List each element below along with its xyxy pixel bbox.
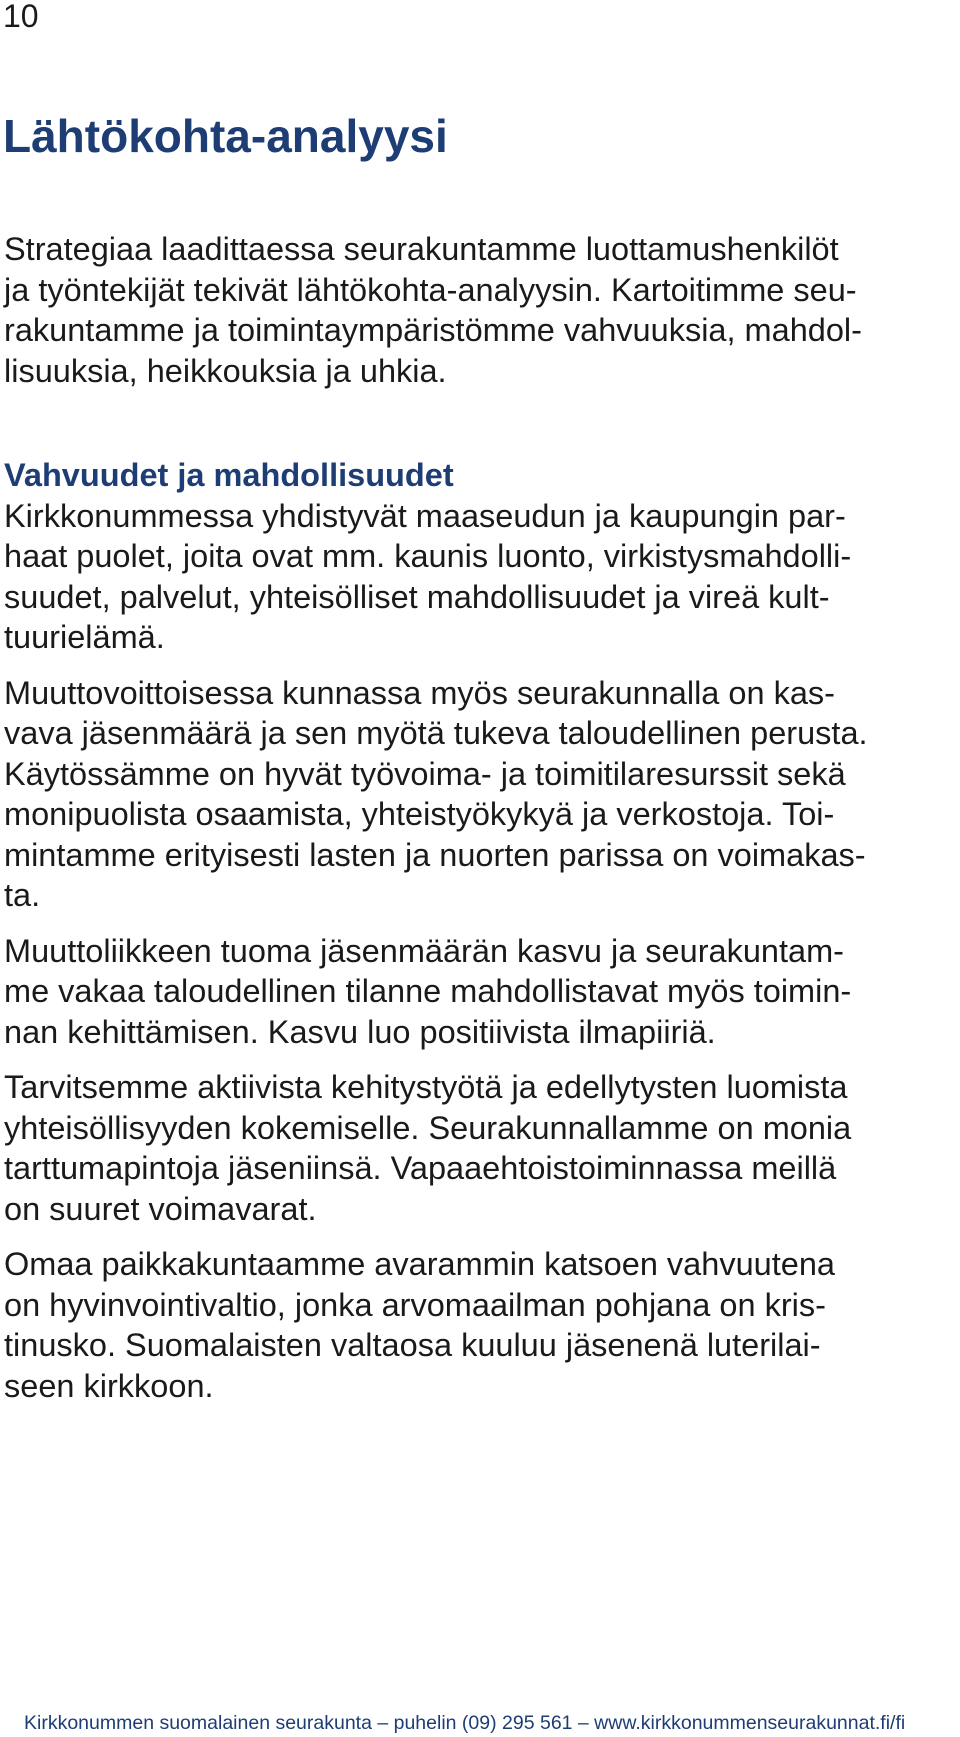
document-body: [4, 229, 952, 1406]
body-paragraph: Muuttovoittoisessa kunnassa myös seurakunnalla on kas- vava jäsenmäärä ja sen myötä tukeva taloudellinen perusta. Käytössämme on hyvät työvoima- ja toimitilaresurssit sekä monipuolista osaamista, yhteistyökykyä ja verkostoja. Toi- mintamme erityisesti lasten ja nuorten parissa on voimakas- ta.: [4, 674, 868, 913]
page-number: 10: [3, 0, 39, 34]
page-title: Lähtökohta-analyysi: [3, 110, 448, 162]
body-paragraph: Kirkkonummessa yhdistyvät maaseudun ja kaupungin par- haat puolet, joita ovat mm. kaunis luonto, virkistysmahdolli- suudet, palvelut, yhteisölliset mahdollisuudet ja vireä kult- tuurielämä.: [4, 497, 852, 655]
page-footer: Kirkkonummen suomalainen seurakunta – puhelin (09) 295 561 – www.kirkkonummenseurakunnat.fi/fi: [24, 1712, 906, 1734]
spacer: [4, 916, 952, 931]
body-paragraph: Muuttoliikkeen tuoma jäsenmäärän kasvu ja seurakuntam- me vakaa taloudellinen tilanne mahdollistavat myös toimin- nan kehittämisen. Kasvu luo positiivista ilmapiiriä.: [4, 932, 852, 1050]
intro-paragraph: Strategiaa laadittaessa seurakuntamme luottamushenkilöt ja työntekijät tekivät lähtökohta-analyysin. Kartoitimme seu- rakuntamme ja toimintaympäristömme vahvuuksia, mahdol- lisuuksia, heikkouksia ja uhkia.: [4, 231, 862, 389]
spacer: [4, 391, 952, 455]
spacer: [4, 1229, 952, 1244]
spacer: [4, 1052, 952, 1067]
body-paragraph: Tarvitsemme aktiivista kehitystyötä ja edellytysten luomista yhteisöllisyyden kokemiselle. Seurakunnallamme on monia tarttumapintoja jäseniinsä. Vapaaehtoistoiminnassa meillä on suuret voimavarat.: [4, 1069, 852, 1227]
body-paragraph: Omaa paikkakuntaamme avarammin katsoen vahvuutena on hyvinvointivaltio, jonka arvomaailman pohjana on kris- tinusko. Suomalaisten valtaosa kuuluu jäsenenä luterilai- seen kirkkoon.: [4, 1246, 835, 1404]
section-heading: Vahvuudet ja mahdollisuudet: [4, 457, 454, 493]
spacer: [4, 658, 952, 673]
